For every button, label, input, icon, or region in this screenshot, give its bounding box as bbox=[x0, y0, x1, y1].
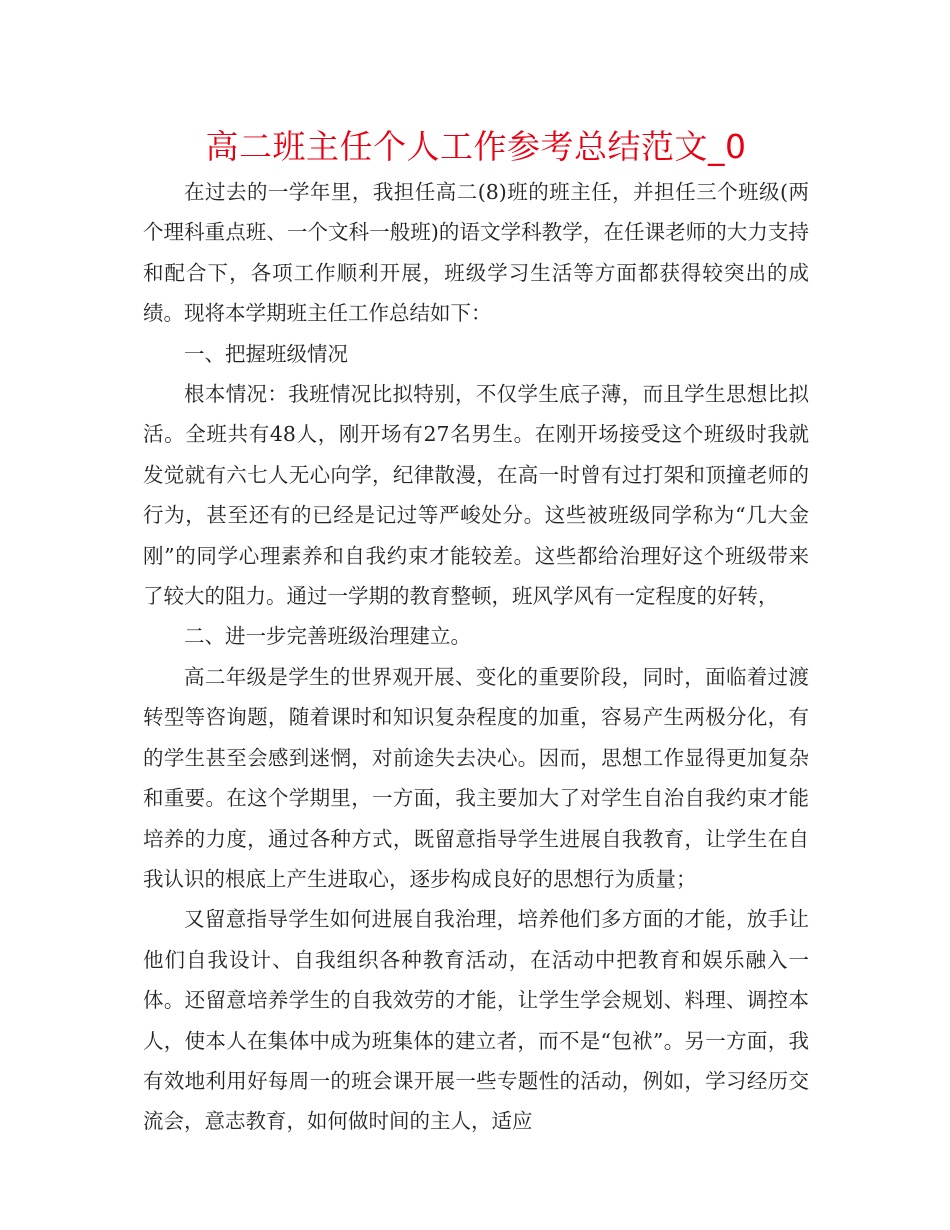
document-title: 高二班主任个人工作参考总结范文_0 bbox=[205, 127, 747, 166]
paragraph-self-management: 又留意指导学生如何进展自我治理，培养他们多方面的才能，放手让他们自我设计、自我组织各种教育活动，在活动中把教育和娱乐融入一体。还留意培养学生的自我效劳的才能，让学生学会规划、料理、调控本人，使本人在集体中成为班集体的建立者，而不是“包袱”。另一方面，我有效地利用好每周一的班会课开展一些专题性的活动，例如，学习经历交流会，意志教育，如何做时间的主人，适应 bbox=[143, 907, 809, 1134]
section-heading-1: 一、把握班级情况 bbox=[184, 341, 348, 366]
document-body bbox=[143, 172, 809, 1142]
paragraph-class-situation: 根本情况：我班情况比拟特别，不仅学生底子薄，而且学生思想比拟活。全班共有48人，刚开场有27名男生。在刚开场接受这个班级时我就发觉就有六七人无心向学，纪律散漫，在高一时曾有过打架和顶撞老师的行为，甚至还有的已经是记过等严峻处分。这些被班级同学称为“几大金刚”的同学心理素养和自我约束才能较差。这些都给治理好这个班级带来了较大的阻力。通过一学期的教育整顿，班风学风有一定程度的好转， bbox=[143, 382, 809, 609]
paragraph-grade-two: 高二年级是学生的世界观开展、变化的重要阶段，同时，面临着过渡转型等咨询题，随着课时和知识复杂程度的加重，容易产生两极分化，有的学生甚至会感到迷惘，对前途失去决心。因而，思想工作显得更加复杂和重要。在这个学期里，一方面，我主要加大了对学生自治自我约束才能培养的力度，通过各种方式，既留意指导学生进展自我教育，让学生在自我认识的根底上产生进取心，逐步构成良好的思想行为质量； bbox=[143, 664, 809, 891]
paragraph-intro: 在过去的一学年里，我担任高二(8)班的班主任，并担任三个班级(两个理科重点班、一个文科一般班)的语文学科教学，在任课老师的大力支持和配合下，各项工作顺利开展，班级学习生活等方面都获得较突出的成绩。现将本学期班主任工作总结如下： bbox=[143, 180, 809, 326]
section-heading-2: 二、进一步完善班级治理建立。 bbox=[184, 624, 471, 649]
document-page bbox=[143, 122, 809, 1142]
